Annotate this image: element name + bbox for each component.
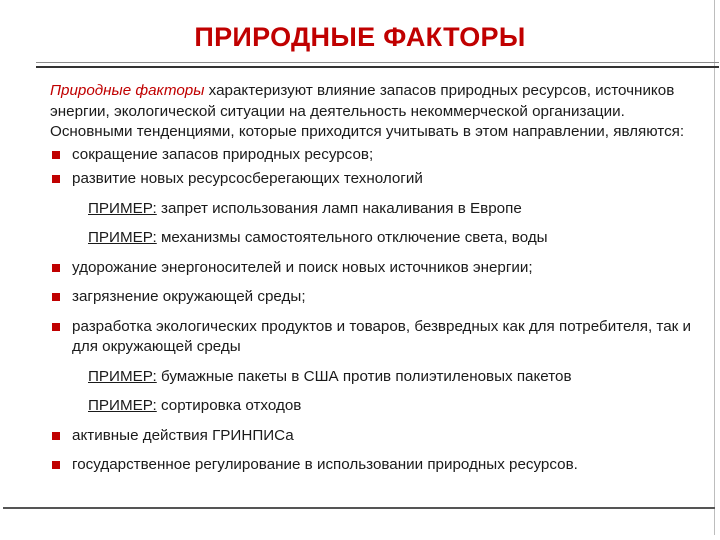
- list-item: [50, 426, 700, 447]
- intro-lead: Природные факторы: [50, 82, 205, 99]
- list-item: [50, 145, 700, 166]
- title-divider-thick: [36, 66, 719, 68]
- example-line: [50, 199, 700, 220]
- title-divider-thin: [36, 62, 719, 63]
- square-bullet-icon: [52, 151, 60, 159]
- example-label: ПРИМЕР:: [88, 367, 157, 385]
- example-text: бумажные пакеты в США против полиэтиленовых пакетов: [156, 367, 572, 385]
- square-bullet-icon: [52, 264, 60, 272]
- list-item: [50, 455, 700, 476]
- list-item-text: развитие новых ресурсосберегающих технологий: [72, 170, 423, 187]
- intro-text: характеризуют влияние запасов природных ресурсов, источников энергии, экологической ситуации на деятельность некоммерческой организации. Основными тенденциями, которые приходится учитывать в этом направлении, являются:: [50, 82, 685, 140]
- list-item: [50, 317, 700, 358]
- example-text: запрет использования ламп накаливания в Европе: [156, 199, 522, 217]
- example-text: сортировка отходов: [156, 397, 302, 414]
- intro-paragraph: [50, 81, 700, 143]
- list-item-text: удорожание энергоносителей и поиск новых источников энергии;: [72, 258, 533, 276]
- example-line: [50, 367, 700, 388]
- square-bullet-icon: [52, 432, 60, 440]
- list-item-text: активные действия ГРИНПИСа: [72, 426, 294, 444]
- bottom-divider: [3, 507, 715, 509]
- square-bullet-icon: [52, 293, 60, 301]
- slide-title: ПРИРОДНЫЕ ФАКТОРЫ: [194, 22, 526, 52]
- list-item: [50, 287, 700, 308]
- example-line: [50, 228, 700, 249]
- example-label: ПРИМЕР:: [88, 199, 157, 217]
- example-label: ПРИМЕР:: [88, 229, 157, 246]
- example-line: [50, 396, 700, 417]
- slide-content: [50, 81, 700, 476]
- list-item: [50, 258, 700, 279]
- square-bullet-icon: [52, 323, 60, 331]
- square-bullet-icon: [52, 175, 60, 183]
- square-bullet-icon: [52, 461, 60, 469]
- list-item-text: сокращение запасов природных ресурсов;: [72, 145, 374, 163]
- list-item-text: загрязнение окружающей среды;: [72, 288, 306, 305]
- list-item-text: разработка экологических продуктов и товаров, безвредных как для потребителя, так и для окружающей среды: [72, 317, 692, 355]
- list-item-text: государственное регулирование в использовании природных ресурсов.: [72, 456, 578, 473]
- example-text: механизмы самостоятельного отключение света, воды: [156, 229, 548, 246]
- list-item: [50, 169, 700, 190]
- example-label: ПРИМЕР:: [88, 397, 157, 414]
